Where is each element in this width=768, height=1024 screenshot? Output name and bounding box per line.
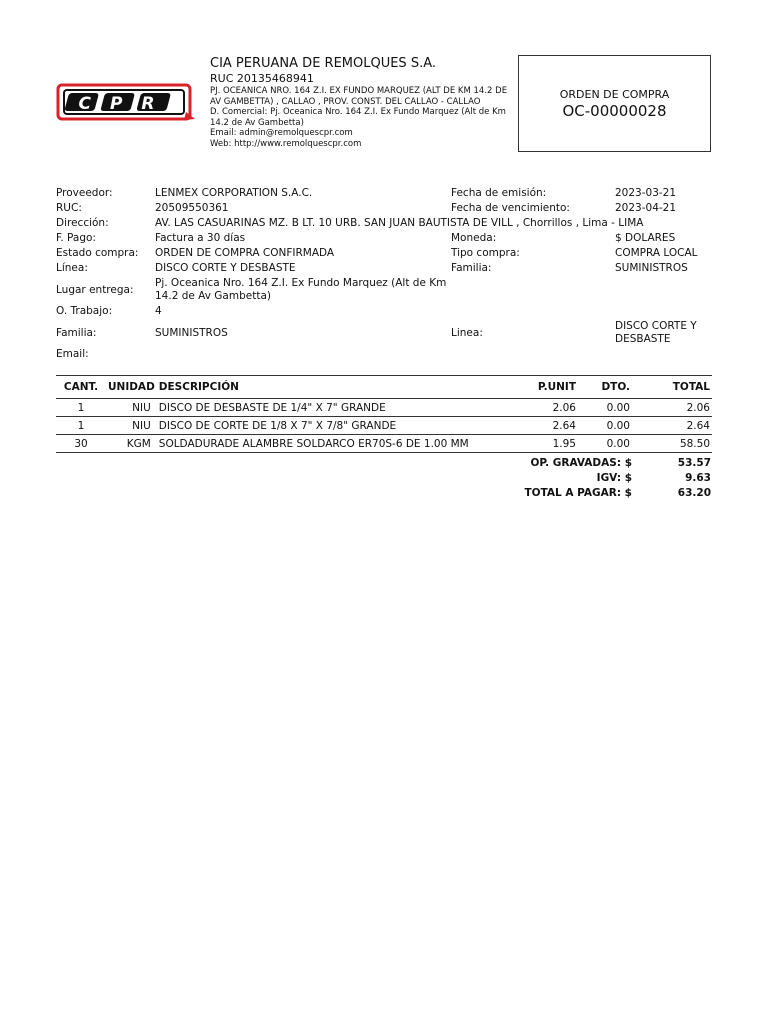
header-unidad: UNIDAD — [106, 376, 157, 399]
label-vencimiento: Fecha de vencimiento: — [451, 202, 570, 214]
value-total-pagar: 63.20 — [677, 487, 711, 499]
value-ruc: 20509550361 — [155, 202, 229, 214]
label-ruc: RUC: — [56, 202, 82, 214]
value-familia: SUMINISTROS — [615, 262, 688, 274]
value-igv: 9.63 — [685, 472, 711, 484]
logo-text: CPR — [78, 94, 174, 114]
label-linea-2: Linea: — [451, 326, 483, 339]
value-vencimiento: 2023-04-21 — [615, 202, 677, 214]
totals-block — [56, 456, 712, 501]
cell-total: 2.06 — [632, 399, 712, 417]
value-proveedor: LENMEX CORPORATION S.A.C. — [155, 187, 313, 199]
cell-dto: 0.00 — [578, 417, 632, 435]
header-total: TOTAL — [632, 376, 712, 399]
value-gravadas: 53.57 — [677, 457, 711, 469]
cell-descripcion: DISCO DE CORTE DE 1/8 X 7" X 7/8" GRANDE — [157, 417, 504, 435]
cell-total: 2.64 — [632, 417, 712, 435]
company-ruc: RUC 20135468941 — [210, 72, 314, 85]
value-trabajo: 4 — [155, 305, 162, 317]
cell-punit: 2.06 — [504, 399, 578, 417]
header-cant: CANT. — [56, 376, 106, 399]
value-familia-2: SUMINISTROS — [155, 326, 228, 339]
label-tipo: Tipo compra: — [451, 247, 520, 259]
cell-punit: 2.64 — [504, 417, 578, 435]
company-web: Web: http://www.remolquescpr.com — [210, 138, 362, 149]
value-estado: ORDEN DE COMPRA CONFIRMADA — [155, 247, 335, 259]
header-descripcion: DESCRIPCIÓN — [157, 376, 504, 399]
cell-dto: 0.00 — [578, 435, 632, 453]
order-label: ORDEN DE COMPRA — [559, 88, 670, 101]
label-direccion: Dirección: — [56, 217, 109, 229]
company-header — [210, 56, 510, 149]
label-moneda: Moneda: — [451, 232, 497, 244]
header-punit: P.UNIT — [504, 376, 578, 399]
value-moneda: $ DOLARES — [615, 232, 676, 244]
label-emision: Fecha de emisión: — [451, 187, 547, 199]
table-row — [56, 417, 712, 435]
cpr-logo-icon — [56, 82, 196, 122]
label-proveedor: Proveedor: — [56, 187, 113, 199]
cell-unidad: NIU — [106, 399, 157, 417]
company-email: Email: admin@remolquescpr.com — [210, 128, 353, 138]
company-name: CIA PERUANA DE REMOLQUES S.A. — [210, 56, 437, 71]
table-header-row — [56, 376, 712, 399]
company-address-line: AV GAMBETTA) , CALLAO , PROV. CONST. DEL CALLAO - CALLAO — [210, 96, 481, 107]
items-table — [56, 375, 712, 453]
company-address-line: PJ. OCEANICA NRO. 164 Z.I. EX FUNDO MARQUEZ (ALT DE KM 14.2 DE — [210, 86, 508, 96]
header-dto: DTO. — [578, 376, 632, 399]
table-row — [56, 435, 712, 453]
value-direccion: AV. LAS CASUARINAS MZ. B LT. 10 URB. SAN JUAN BAUTISTA DE VILL , Chorrillos , Lima - LIMA — [155, 217, 644, 229]
company-address-line: 14.2 de Av Gambetta) — [210, 117, 304, 128]
value-pago: Factura a 30 días — [155, 232, 246, 244]
value-emision: 2023-03-21 — [615, 187, 677, 199]
order-info — [56, 186, 716, 362]
cell-descripcion: SOLDADURADE ALAMBRE SOLDARCO ER70S-6 DE 1.00 MM — [157, 435, 504, 453]
label-igv: IGV: $ — [596, 472, 632, 484]
label-familia-2: Familia: — [56, 326, 97, 339]
cell-cant: 1 — [56, 399, 106, 417]
cell-cant: 30 — [56, 435, 106, 453]
cell-punit: 1.95 — [504, 435, 578, 453]
label-email: Email: — [56, 348, 89, 360]
cell-total: 58.50 — [632, 435, 712, 453]
label-lugar: Lugar entrega: — [56, 283, 134, 296]
company-logo — [56, 82, 196, 122]
label-familia: Familia: — [451, 262, 492, 274]
label-pago: F. Pago: — [56, 232, 96, 244]
company-address-line: D. Comercial: Pj. Oceanica Nro. 164 Z.I. Ex Fundo Marquez (Alt de Km — [210, 107, 506, 117]
table-row — [56, 399, 712, 417]
value-linea: DISCO CORTE Y DESBASTE — [155, 262, 296, 274]
cell-descripcion: DISCO DE DESBASTE DE 1/4" X 7" GRANDE — [157, 399, 504, 417]
cell-dto: 0.00 — [578, 399, 632, 417]
cell-unidad: KGM — [106, 435, 157, 453]
cell-unidad: NIU — [106, 417, 157, 435]
cell-cant: 1 — [56, 417, 106, 435]
value-linea-2: DISCO CORTE Y DESBASTE — [615, 320, 697, 345]
label-gravadas: OP. GRAVADAS: $ — [530, 457, 632, 469]
label-linea: Línea: — [56, 262, 88, 274]
order-number: OC-00000028 — [562, 102, 667, 120]
label-trabajo: O. Trabajo: — [56, 305, 113, 317]
order-box — [518, 55, 711, 152]
value-lugar: Pj. Oceanica Nro. 164 Z.I. Ex Fundo Marquez (Alt de Km 14.2 de Av Gambetta) — [155, 277, 447, 302]
value-tipo: COMPRA LOCAL — [615, 247, 698, 259]
label-total-pagar: TOTAL A PAGAR: $ — [524, 487, 632, 499]
label-estado: Estado compra: — [56, 247, 139, 259]
